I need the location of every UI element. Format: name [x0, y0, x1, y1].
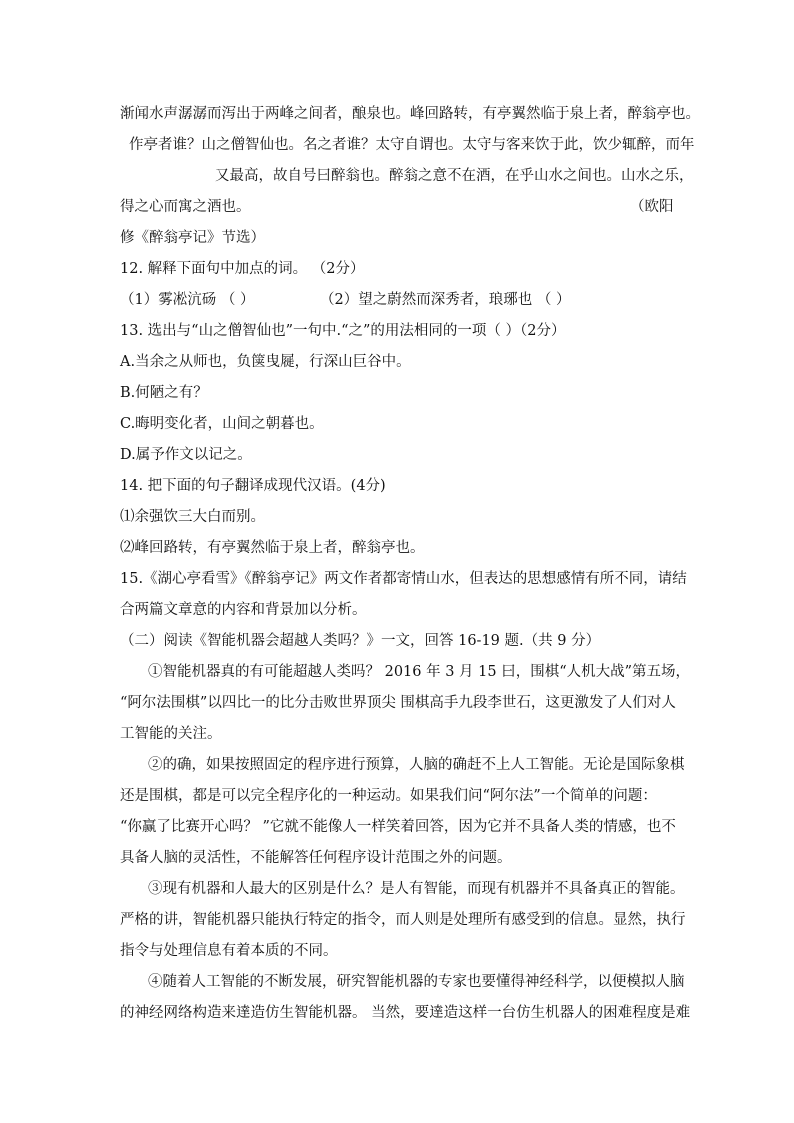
q14-stem: 14. 把下面的句子翻译成现代汉语。(4分)	[120, 478, 386, 494]
q12-item-2: （2）望之蔚然而深秀者，琅琊也 （ ）	[320, 292, 571, 308]
para1-line-2: “阿尔法围棋”以四比一的比分击败世界顶尖 围棋高手九段李世石，这更激发了人们对人	[120, 695, 676, 711]
q13-option-c: C.晦明变化者，山间之朝暮也。	[120, 416, 324, 432]
q13-option-d: D.属予作文以记之。	[120, 447, 252, 463]
q15-line-1: 15.《湖心亭看雪》《醉翁亭记》两文作者都寄情山水，但表达的思想感情有所不同，请结	[120, 571, 687, 587]
para3-line-3: 指令与处理信息有着本质的不同。	[120, 943, 338, 959]
para3-line-1: ③现有机器和人最大的区别是什么？是人有智能，而现有机器并不具备真正的智能。	[148, 881, 685, 897]
passage-line-5: （欧阳	[630, 199, 674, 215]
q13-option-b: B.何陋之有？	[120, 385, 208, 401]
para2-line-3: “你赢了比赛开心吗？ ”它就不能像人一样笑着回答，因为它并不具备人类的情感，也不	[120, 819, 676, 835]
q12-stem: 12. 解释下面句中加点的词。 （2分）	[120, 261, 365, 277]
q13-stem: 13. 选出与“山之僧智仙也”一句中.“之”的用法相同的一项（ ）（2分）	[120, 323, 566, 339]
para4-line-1: ④随着人工智能的不断发展，研究智能机器的专家也要懂得神经科学，以便模拟人脑	[148, 974, 685, 990]
section2-heading: （二）阅读《智能机器会超越人类吗？》一文，回答 16-19 题.（共 9 分）	[120, 633, 601, 649]
para1-line-3: 工智能的关注。	[120, 726, 222, 742]
para2-line-1: ②的确，如果按照固定的程序进行预算，人脑的确赶不上人工智能。无论是国际象棋	[148, 757, 685, 773]
q14-item-1: ⑴余强饮三大白而别。	[120, 509, 265, 525]
passage-source: 修《醉翁亭记》节选）	[120, 230, 265, 246]
passage-line-1: 渐闻水声潺潺而泻出于两峰之间者，酿泉也。峰回路转，有亭翼然临于泉上者，醉翁亭也。	[120, 106, 700, 122]
para2-line-4: 具备人脑的灵活性，不能解答任何程序设计范围之外的问题。	[120, 850, 512, 866]
para4-line-2: 的神经网络构造来達造仿生智能机器。 当然，要達造这样一台仿生机器人的困难程度是难	[120, 1005, 691, 1021]
q14-item-2: ⑵峰回路转，有亭翼然临于泉上者，醉翁亭也。	[120, 540, 425, 556]
para3-line-2: 严格的讲，智能机器只能执行特定的指令，而人则是处理所有感受到的信息。显然，执行	[120, 912, 686, 928]
para1-line-1: ①智能机器真的有可能超越人类吗？ 2016 年 3 月 15 曰，围棋“人机大战”第五场，	[148, 664, 691, 680]
para2-line-2: 还是围棋，都是可以完全程序化的一种运动。如果我们问“阿尔法”一个简单的问题：	[120, 788, 657, 804]
passage-line-3: 又最高，故自号曰醉翁也。醉翁之意不在酒，在乎山水之间也。山水之乐，	[215, 168, 694, 184]
passage-line-2: 作亭者谁？山之僧智仙也。名之者谁？太守自谓也。太守与客来饮于此，饮少辄醉，而年	[129, 137, 695, 153]
passage-line-4: 得之心而寓之酒也。	[120, 199, 251, 215]
q15-line-2: 合两篇文章意的内容和背景加以分析。	[120, 602, 367, 618]
q13-option-a: A.当余之从师也，负箧曳屣，行深山巨谷中。	[120, 354, 411, 370]
q12-item-1: （1）雾凇沆砀 （ ）	[120, 292, 255, 308]
